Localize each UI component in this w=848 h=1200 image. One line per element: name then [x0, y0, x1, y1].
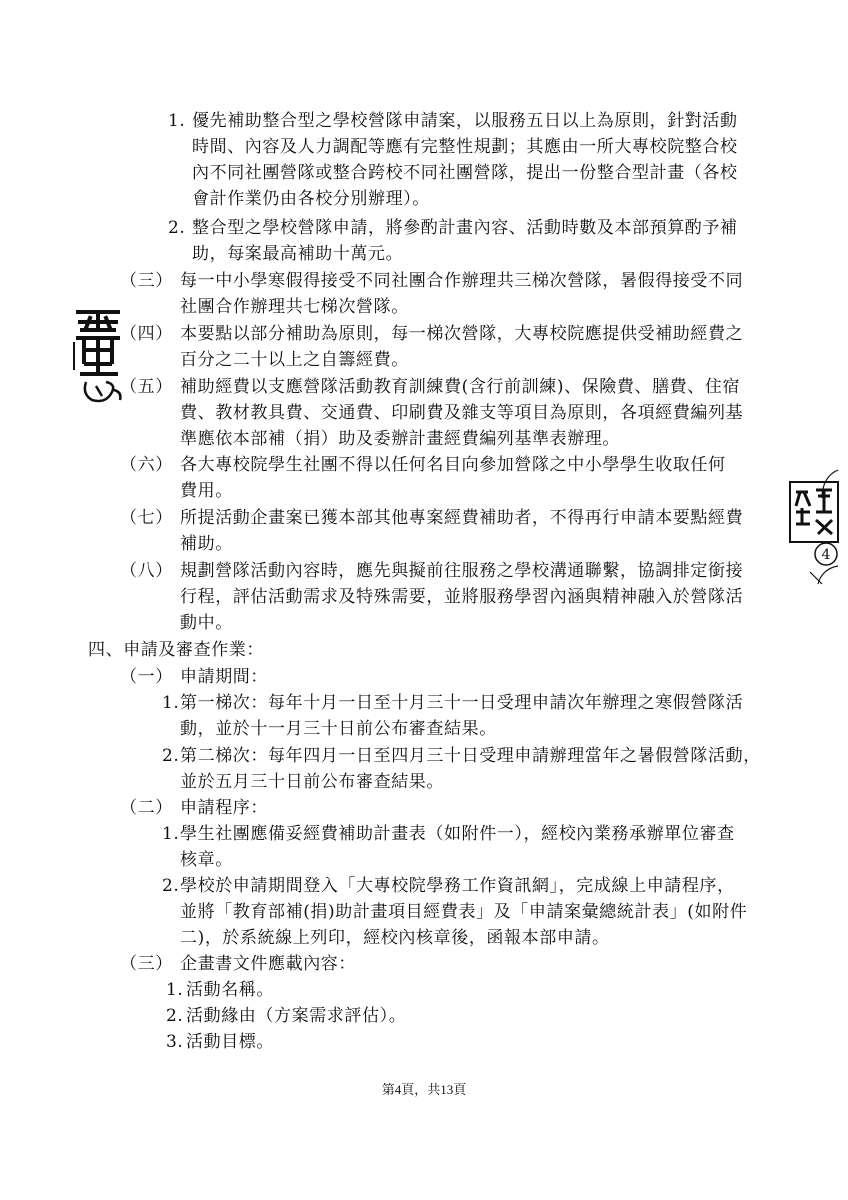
period-item-2-number: 2.	[162, 746, 180, 766]
section-4-heading: 四、申請及審查作業：	[88, 640, 264, 660]
subsection-3-title: 企畫書文件應載內容：	[180, 954, 356, 974]
item-2-line: 助，每案最高補助十萬元。	[192, 244, 404, 264]
period-item-2-line: 第二梯次：每年四月一日至四月三十日受理申請辦理當年之暑假營隊活動，	[180, 746, 761, 766]
paragraph-5-line: 費、教材教具費、交通費、印刷費及雜支等項目為原則，各項經費編列基	[180, 403, 744, 423]
subsection-3-number: （三）	[120, 954, 173, 974]
plan-item-number: 2.	[166, 1006, 184, 1026]
item-1-line: 時間、內容及人力調配等應有完整性規劃；其應由一所大專校院整合校	[192, 137, 738, 157]
paragraph-3-number: （三）	[120, 271, 173, 291]
procedure-item-2-number: 2.	[162, 876, 180, 896]
item-1-line: 優先補助整合型之學校營隊申請案，以服務五日以上為原則，針對活動	[192, 111, 738, 131]
procedure-item-2-line: 學校於申請期間登入「大專校院學務工作資訊網」，完成線上申請程序，	[180, 876, 735, 896]
period-item-1-number: 1.	[162, 693, 180, 713]
svg-text:4: 4	[821, 547, 831, 563]
subsection-2-number: （二）	[120, 798, 173, 818]
procedure-item-1-number: 1.	[162, 824, 180, 844]
paragraph-4-number: （四）	[120, 324, 173, 344]
item-2-number: 2.	[168, 218, 186, 238]
paragraph-7-number: （七）	[120, 508, 173, 528]
procedure-item-1-line: 核章。	[180, 850, 233, 870]
left-seal-stamp	[72, 306, 128, 406]
item-2-line: 整合型之學校營隊申請，將參酌計畫內容、活動時數及本部預算酌予補	[192, 218, 738, 238]
paragraph-6-number: （六）	[120, 455, 173, 475]
paragraph-6-line: 各大專校院學生社團不得以任何名目向參加營隊之中小學學生收取任何	[180, 455, 726, 475]
procedure-item-2-line: 並將「教育部補(捐)助計畫項目經費表」及「申請案彙總統計表」(如附件	[180, 902, 748, 922]
page-number: 第4頁，共13頁	[381, 1082, 467, 1097]
paragraph-5-number: （五）	[120, 377, 173, 397]
subsection-1-title: 申請期間：	[180, 667, 268, 687]
period-item-2-line: 並於五月三十日前公布審查結果。	[180, 772, 444, 792]
period-item-1-line: 第一梯次：每年十月一日至十月三十一日受理申請次年辦理之寒假營隊活	[180, 693, 744, 713]
subsection-2-title: 申請程序：	[180, 798, 268, 818]
paragraph-4-line: 本要點以部分補助為原則，每一梯次營隊，大專校院應提供受補助經費之	[180, 324, 744, 344]
subsection-1-number: （一）	[120, 667, 173, 687]
paragraph-7-line: 補助。	[180, 534, 233, 554]
procedure-item-2-line: 二)，於系統線上列印，經校內核章後，函報本部申請。	[180, 928, 610, 948]
plan-item-number: 3.	[166, 1032, 184, 1052]
paragraph-8-line: 規劃營隊活動內容時，應先與擬前往服務之學校溝通聯繫，協調排定銜接	[180, 561, 744, 581]
paragraph-7-line: 所提活動企畫案已獲本部其他專案經費補助者，不得再行申請本要點經費	[180, 508, 744, 528]
paragraph-8-number: （八）	[120, 561, 173, 581]
plan-item-number: 1.	[166, 980, 184, 1000]
paragraph-5-line: 補助經費以支應營隊活動教育訓練費(含行前訓練)、保險費、膳費、住宿	[180, 377, 741, 397]
paragraph-4-line: 百分之二十以上之自籌經費。	[180, 350, 409, 370]
paragraph-8-line: 動中。	[180, 613, 233, 633]
item-1-line: 內不同社團營隊或整合跨校不同社團營隊，提出一份整合型計畫（各校	[192, 163, 738, 183]
period-item-1-line: 動，並於十一月三十日前公布審查結果。	[180, 719, 497, 739]
right-binding-stamp	[782, 468, 840, 586]
paragraph-5-line: 準應依本部補（捐）助及委辦計畫經費編列基準表辦理。	[180, 429, 620, 449]
plan-item-text: 活動目標。	[186, 1032, 274, 1052]
paragraph-8-line: 行程，評估活動需求及特殊需要，並將服務學習內涵與精神融入於營隊活	[180, 587, 744, 607]
paragraph-3-line: 社團合作辦理共七梯次營隊。	[180, 297, 409, 317]
item-1-number: 1.	[168, 111, 186, 131]
plan-item-text: 活動名稱。	[186, 980, 274, 1000]
procedure-item-1-line: 學生社團應備妥經費補助計畫表（如附件一），經校內業務承辦單位審查	[180, 824, 735, 844]
paragraph-6-line: 費用。	[180, 481, 233, 501]
plan-item-text: 活動緣由（方案需求評估）。	[186, 1006, 407, 1026]
item-1-line: 會計作業仍由各校分別辦理）。	[192, 189, 430, 209]
paragraph-3-line: 每一中小學寒假得接受不同社團合作辦理共三梯次營隊，暑假得接受不同	[180, 271, 744, 291]
